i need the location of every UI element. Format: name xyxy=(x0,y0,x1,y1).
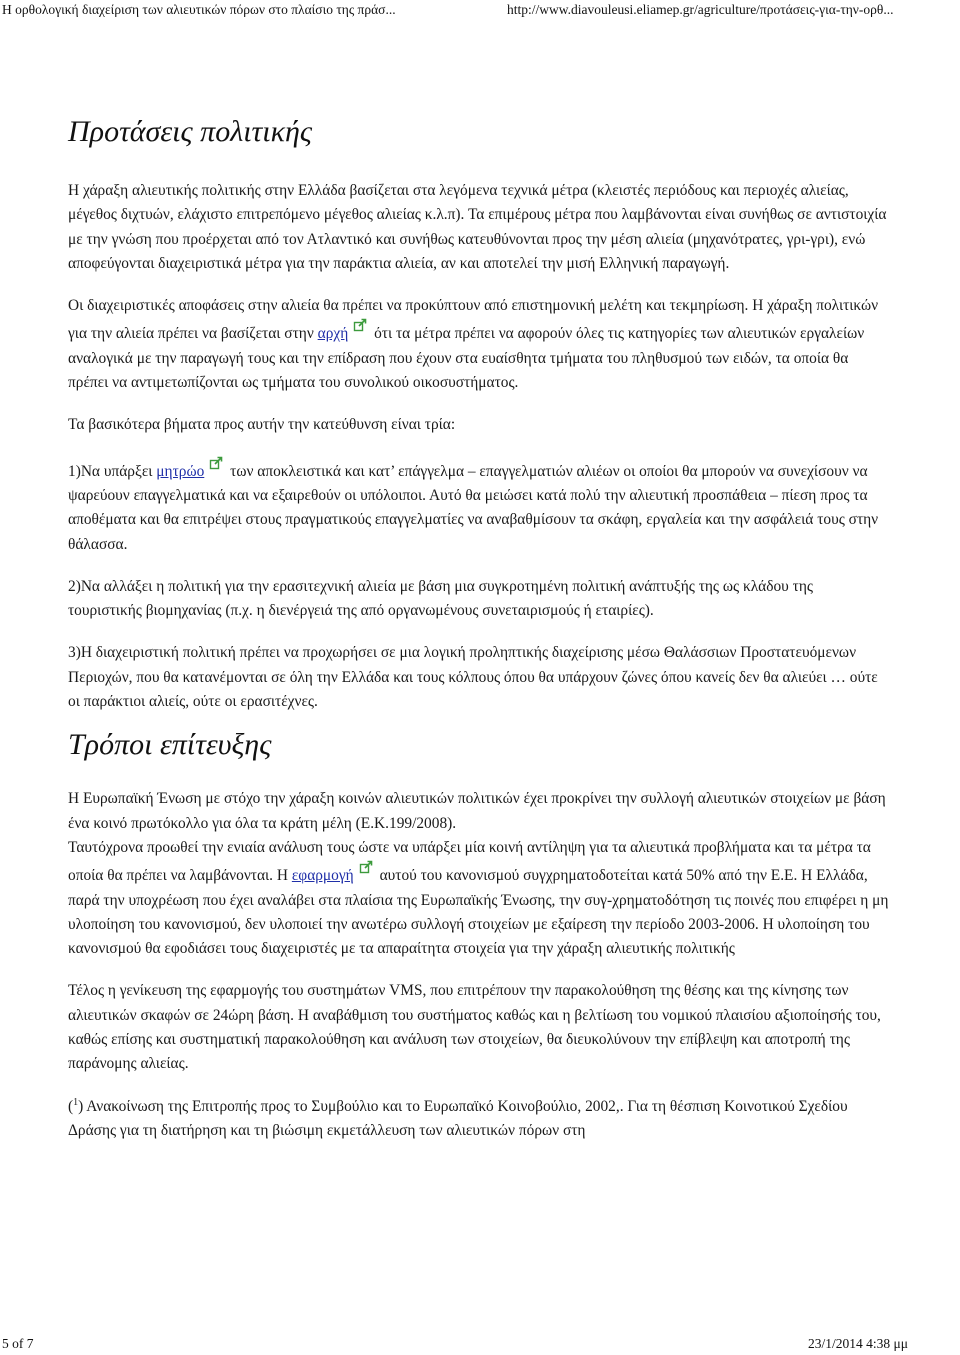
paragraph-step-3-protected-areas: 3)Η διαχειριστική πολιτική πρέπει να προχωρήσει σε μια λογική προληπτικής διαχείρισης μέσω Θαλάσσιων Προστατευόμενων Περιοχών, που θα κατανέμονται σε όλη την Ελλάδα και τους κόλπους όπου θα υπάρχουν ζώνες όπου κανείς δεν θα αλιεύει … ούτε οι παράκτιοι αλιείς, ούτε οι ερασιτέχνες. xyxy=(68,644,878,711)
paragraph-text: Οι διαχειριστικές αποφάσεις στην αλιεία θα πρέπει να προκύπτουν από επιστημονική μελέτη και τεκμηρίωση. Η χάραξη πολιτικών για την αλιεία πρέπει να βασίζεται στην xyxy=(68,297,879,343)
paragraph-eu-data-collection: Η Ευρωπαϊκή Ένωση με στόχο την χάραξη κοινών αλιευτικών πολιτικών έχει προκρίνει την συλλογή αλιευτικών στοιχείων με βάση ένα κοινό πρωτόκολλο για όλα τα κράτη μέλη (Ε.Κ.199/2008). xyxy=(68,790,886,832)
external-link-icon[interactable] xyxy=(353,318,367,332)
paragraph-text: των αποκλειστικά και κατ’ επάγγελμα – επαγγελματιών αλιέων οι οποίοι θα μπορούν να συνεχίσουν να ψαρεύουν επαγγελματικά και να εξαιρεθούν οι υπόλοιποι. Αυτό θα μειώσει κατά πολύ την αλιευτική προσπάθεια – πίεση προς τα αποθέματα και θα επιτρέψει στους πραγματικούς επαγγελματίες να αναβαθμίσουν τα σκάφη, εργαλεία και την ασφάλειά τους στην θάλασσα. xyxy=(68,462,879,553)
header-page-title: Η ορθολογική διαχείριση των αλιευτικών πόρων στο πλαίσιο της πράσ... xyxy=(2,2,396,17)
external-link-icon[interactable] xyxy=(209,456,223,470)
paragraph-text: ότι τα μέτρα πρέπει να αφορούν όλες τις κατηγορίες των αλιευτικών εργαλείων αναλογικά με την παραγωγή τους και την επίδραση που έχουν στα ευαίσθητα τμήματα του πληθυσμού των ειδών, τα οποία θα πρέπει να αντιμετωπίζονται ως τμήματα του συνολικού οικοσυστήματος. xyxy=(68,325,865,392)
paragraph-basic-steps-intro: Τα βασικότερα βήματα προς αυτήν την κατεύθυνση είναι τρία: xyxy=(68,416,456,434)
footnote-text: ) Ανακοίνωση της Επιτροπής προς το Συμβούλιο και το Ευρωπαϊκό Κοινοβούλιο, 2002,. Για τη θέσπιση Κοινοτικού Σχεδίου Δράσης για τη διατήρηση και τη βιώσιμη εκμετάλλευση των αλιευτικών πόρων στη xyxy=(68,1097,848,1139)
section-heading-policy-proposals: Προτάσεις πολιτικής xyxy=(68,115,313,148)
paragraph-text: αυτού του κανονισμού συγχρηματοδοτείται κατά 50% από την Ε.Ε. Η Ελλάδα, παρά την υποχρέωση που έχει αναλάβει στα πλαίσια της Ευρωπαϊκής Ένωσης, την συγ-χρηματοδότηση τις ποινές που επιφέρει η μη υλοποίηση του κανονισμού, δεν υλοποιεί την ανωτέρω συλλογή στοιχείων με εξαίρεση την περίοδο 2003-2006. Η υλοποίηση του κανονισμού θα εφοδιάσει τους διαχειριστές με τα απαραίτητα στοιχεία για την χάραξη αλιευτικής πολιτικής xyxy=(68,867,889,958)
paragraph-scientific-decisions xyxy=(68,294,890,395)
paragraph-vms-system: Τέλος η γενίκευση της εφαρμογής του συστημάτων VMS, που επιτρέπουν την παρακολούθηση της θέσης και της κίνησης των αλιευτικών σκαφών σε 24ώρη βάση. Η αναβάθμιση του συστήματος καθώς και η βελτίωση του νομικού πλαισίου αξιοποίησής του, καθώς επίσης και συστηματική παρακολούθηση και ανάλυση των στοιχείων, θα διευκολύνουν την επίβλεψη και αποτροπή της παράνομης αλιείας. xyxy=(68,982,881,1073)
footnote xyxy=(68,1095,890,1144)
footer-datetime: 23/1/2014 4:38 μμ xyxy=(808,1336,908,1351)
paragraph-regulation-application xyxy=(68,836,890,961)
section-heading-means-of-achievement: Τρόποι επίτευξης xyxy=(68,728,272,762)
footnote-number: 1 xyxy=(73,1096,79,1108)
article-content xyxy=(68,114,890,1161)
footer-page-number: 5 of 7 xyxy=(2,1336,34,1351)
external-link-icon[interactable] xyxy=(359,860,373,874)
footnote-open-paren: ( xyxy=(68,1097,74,1115)
paragraph-step-1-registry xyxy=(68,456,890,557)
print-header xyxy=(0,2,960,20)
paragraph-text: 1)Να υπάρξει xyxy=(68,462,157,480)
link-registry[interactable]: μητρώο xyxy=(156,462,205,480)
header-page-url: http://www.diavouleusi.eliamep.gr/agriculture/προτάσεις-για-την-ορθ... xyxy=(507,2,894,17)
link-principle[interactable]: αρχή xyxy=(317,325,349,343)
paragraph-technical-measures: Η χάραξη αλιευτικής πολιτικής στην Ελλάδα βασίζεται στα λεγόμενα τεχνικά μέτρα (κλειστές περιόδους και περιοχές αλιείας, μέγεθος διχτυών, ελάχιστο επιτρεπόμενο μέγεθος αλιείας κ.λ.π). Τα επιμέρους μέτρα που λαμβάνονται είναι συνήθως σε αντιστοιχία με την γνώση που προέρχεται από τον Ατλαντικό και συνήθως κατευθύνονται προς την μέση αλιεία (μηχανότρατες, γρι-γρι), ενώ αποφεύγονται διαχειριστικά μέτρα για την παράκτια αλιεία, αν και αποτελεί την μισή Ελληνική παραγωγή. xyxy=(68,182,887,272)
link-application[interactable]: εφαρμογή xyxy=(291,867,354,885)
paragraph-text: Ταυτόχρονα προωθεί την ενιαία ανάλυση τους ώστε να υπάρξει μία κοινή αντίληψη για τα αλιευτικά προβλήματα και τα μέτρα τα οποία θα πρέπει να λαμβάνονται. Η xyxy=(68,838,871,885)
paragraph-step-2-recreational: 2)Να αλλάξει η πολιτική για την ερασιτεχνική αλιεία με βάση μια συγκροτημένη πολιτική ανάπτυξής της ως κλάδου της τουριστικής βιομηχανίας (π.χ. η διενέργειά της από οργανωμένους συνεταιρισμούς ή εταιρίες). xyxy=(68,577,813,620)
